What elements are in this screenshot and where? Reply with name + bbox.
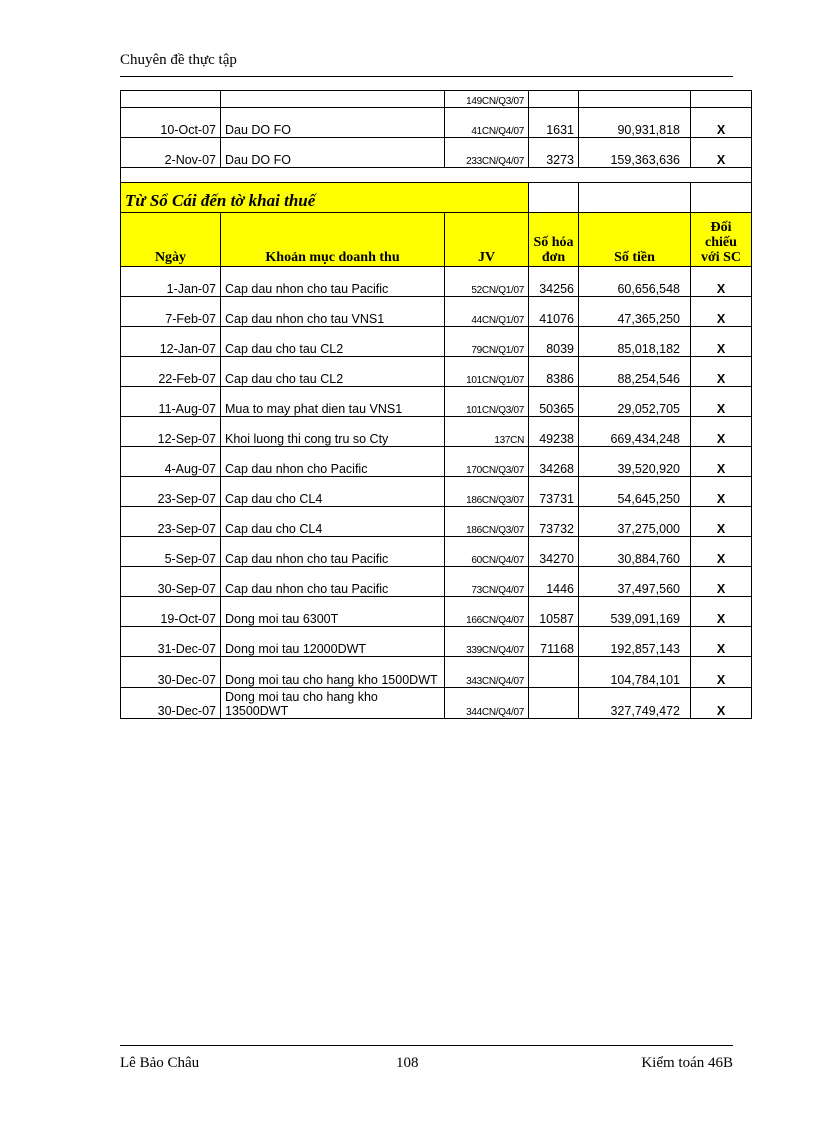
cell-invoice: 34268 [529,447,579,477]
table-row [121,567,752,597]
cell-description: Mua to may phat dien tau VNS1 [221,387,445,417]
cell-description: Cap dau nhon cho tau Pacific [221,537,445,567]
table-row [121,657,752,688]
cell-check: X [691,567,752,597]
cell-date: 7-Feb-07 [121,297,221,327]
cell-check: X [691,417,752,447]
footer-page-number: 108 [396,1055,419,1071]
cell-check: X [691,537,752,567]
cell-description: Cap dau cho tau CL2 [221,357,445,387]
column-header-check: Đối chiếu với SC [691,213,752,267]
table-row [121,138,752,168]
cell-jv: 149CN/Q3/07 [445,91,529,108]
revenue-table [120,90,752,719]
cell-amount: 47,365,250 [579,297,691,327]
cell-amount: 192,857,143 [579,627,691,657]
cell-jv: 343CN/Q4/07 [445,657,529,688]
cell-amount: 85,018,182 [579,327,691,357]
column-header-jv: JV [445,213,529,267]
cell-invoice: 1631 [529,108,579,138]
cell-date: 30-Dec-07 [121,657,221,688]
table-row [121,688,752,719]
cell-invoice: 10587 [529,597,579,627]
cell-date: 2-Nov-07 [121,138,221,168]
cell-description: Dau DO FO [221,138,445,168]
cell-jv: 60CN/Q4/07 [445,537,529,567]
column-header-amount: Số tiền [579,213,691,267]
cell-amount: 29,052,705 [579,387,691,417]
cell-check: X [691,597,752,627]
table-row [121,507,752,537]
cell-invoice [529,688,579,719]
cell-check: X [691,327,752,357]
cell-jv: 233CN/Q4/07 [445,138,529,168]
cell-description: Dong moi tau 6300T [221,597,445,627]
cell-description: Dau DO FO [221,108,445,138]
cell-invoice [529,657,579,688]
cell-description [221,91,445,108]
cell-check: X [691,688,752,719]
cell-invoice: 34270 [529,537,579,567]
cell-check: X [691,387,752,417]
cell-invoice: 8039 [529,327,579,357]
table-row [121,417,752,447]
cell-jv: 137CN [445,417,529,447]
table-row [121,627,752,657]
cell-invoice: 3273 [529,138,579,168]
footer-class-name: Kiểm toán 46B [641,1055,733,1071]
cell-check: X [691,357,752,387]
cell-date: 4-Aug-07 [121,447,221,477]
cell-amount: 104,784,101 [579,657,691,688]
footer-rule [120,1045,733,1046]
cell-jv: 186CN/Q3/07 [445,507,529,537]
cell-date: 10-Oct-07 [121,108,221,138]
cell-date: 23-Sep-07 [121,507,221,537]
cell-amount: 60,656,548 [579,267,691,297]
column-header-invoice: Số hóa đơn [529,213,579,267]
cell-check: X [691,477,752,507]
cell-date: 30-Dec-07 [121,688,221,719]
cell-date: 22-Feb-07 [121,357,221,387]
cell-date: 30-Sep-07 [121,567,221,597]
cell-description: Cap dau cho tau CL2 [221,327,445,357]
cell-date: 5-Sep-07 [121,537,221,567]
cell-invoice: 8386 [529,357,579,387]
column-header-description: Khoản mục doanh thu [221,213,445,267]
cell-description: Dong moi tau 12000DWT [221,627,445,657]
cell-jv: 79CN/Q1/07 [445,327,529,357]
cell-check: X [691,297,752,327]
cell-check: X [691,507,752,537]
cell-invoice: 1446 [529,567,579,597]
header-rule [120,76,733,77]
cell-amount: 37,497,560 [579,567,691,597]
cell-date: 23-Sep-07 [121,477,221,507]
cell-jv: 344CN/Q4/07 [445,688,529,719]
section-title: Từ Sổ Cái đến tờ khai thuế [121,183,529,213]
cell-invoice: 49238 [529,417,579,447]
cell-invoice: 34256 [529,267,579,297]
cell-jv: 101CN/Q1/07 [445,357,529,387]
cell-amount: 30,884,760 [579,537,691,567]
cell-date: 1-Jan-07 [121,267,221,297]
page-header-title: Chuyên đề thực tập [120,52,237,68]
cell-jv: 170CN/Q3/07 [445,447,529,477]
cell-check: X [691,627,752,657]
cell-description: Dong moi tau cho hang kho 1500DWT [221,657,445,688]
cell-invoice: 41076 [529,297,579,327]
cell-jv: 101CN/Q3/07 [445,387,529,417]
cell-jv: 166CN/Q4/07 [445,597,529,627]
blank-row [121,168,752,183]
cell-amount: 669,434,248 [579,417,691,447]
cell-description: Cap dau cho CL4 [221,477,445,507]
cell-amount: 159,363,636 [579,138,691,168]
table-row [121,297,752,327]
table-row [121,267,752,297]
table-row [121,327,752,357]
cell-jv: 44CN/Q1/07 [445,297,529,327]
cell-date: 12-Sep-07 [121,417,221,447]
cell-invoice: 73731 [529,477,579,507]
cell-description: Cap dau nhon cho tau Pacific [221,567,445,597]
table-row [121,357,752,387]
cell-description: Khoi luong thi cong tru so Cty [221,417,445,447]
cell-description: Cap dau cho CL4 [221,507,445,537]
column-header-row [121,213,752,267]
table-row [121,91,752,108]
cell-description: Cap dau nhon cho Pacific [221,447,445,477]
cell-date: 12-Jan-07 [121,327,221,357]
cell-invoice: 71168 [529,627,579,657]
cell-amount [579,91,691,108]
cell-amount: 54,645,250 [579,477,691,507]
table-row [121,597,752,627]
cell-check: X [691,108,752,138]
cell-invoice: 50365 [529,387,579,417]
cell-amount: 39,520,920 [579,447,691,477]
table-row [121,108,752,138]
cell-jv: 41CN/Q4/07 [445,108,529,138]
cell-invoice: 73732 [529,507,579,537]
section-title-row [121,183,752,213]
footer-author: Lê Bảo Châu [120,1055,200,1071]
cell-jv: 52CN/Q1/07 [445,267,529,297]
cell-amount: 90,931,818 [579,108,691,138]
cell-amount: 327,749,472 [579,688,691,719]
table-row [121,387,752,417]
cell-jv: 339CN/Q4/07 [445,627,529,657]
table-row [121,447,752,477]
table-row [121,477,752,507]
cell-check: X [691,138,752,168]
cell-check: X [691,447,752,477]
column-header-date: Ngày [121,213,221,267]
cell-date [121,91,221,108]
cell-jv: 186CN/Q3/07 [445,477,529,507]
cell-amount: 539,091,169 [579,597,691,627]
cell-description: Cap dau nhon cho tau VNS1 [221,297,445,327]
cell-date: 19-Oct-07 [121,597,221,627]
table-row [121,537,752,567]
cell-check: X [691,657,752,688]
cell-jv: 73CN/Q4/07 [445,567,529,597]
cell-date: 11-Aug-07 [121,387,221,417]
cell-description: Cap dau nhon cho tau Pacific [221,267,445,297]
cell-check [691,91,752,108]
cell-amount: 37,275,000 [579,507,691,537]
cell-invoice [529,91,579,108]
cell-date: 31-Dec-07 [121,627,221,657]
cell-check: X [691,267,752,297]
cell-amount: 88,254,546 [579,357,691,387]
cell-description: Dong moi tau cho hang kho 13500DWT [221,688,445,719]
